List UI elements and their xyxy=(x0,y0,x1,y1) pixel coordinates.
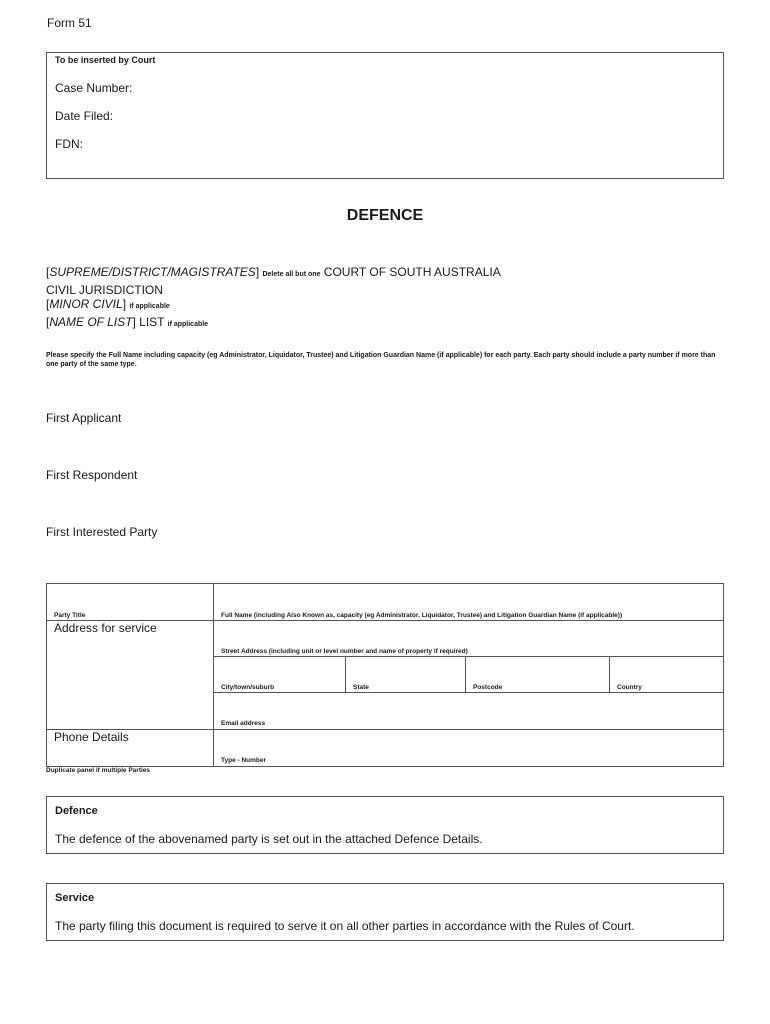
service-heading: Service xyxy=(55,892,95,904)
defence-heading: Defence xyxy=(55,805,98,817)
street-address-label: Street Address (including unit or level number and name of property if required) xyxy=(221,648,468,655)
court-box-heading: To be inserted by Court xyxy=(55,55,156,65)
email-label: Email address xyxy=(221,720,266,727)
duplicate-note: Duplicate panel if multiple Parties xyxy=(46,767,151,774)
court-options: SUPREME/DISTRICT/MAGISTRATES xyxy=(49,265,256,279)
minor-civil-line: [MINOR CIVIL] if applicable xyxy=(46,297,170,311)
jurisdiction-block xyxy=(46,265,501,332)
civil-jurisdiction: CIVIL JURISDICTION xyxy=(46,282,163,297)
party-instructions: Please specify the Full Name including capacity (eg Administrator, Liquidator, Trustee) and Litigation Guardian Name (if applicable) for each party. Each party should include a party number if more than one party of the same type. xyxy=(46,352,716,368)
country-label: Country xyxy=(617,684,642,691)
party-panel xyxy=(46,583,724,767)
list-line: [NAME OF LIST] LIST if applicable xyxy=(46,314,209,329)
address-for-service-label: Address for service xyxy=(54,621,157,635)
full-name-label: Full Name (including Also Known as, capacity (eg Administrator, Liquidator, Trustee) and Litigation Guardian Name (if applicable)) xyxy=(221,612,623,619)
type-number-label: Type - Number xyxy=(221,757,267,764)
defence-box xyxy=(46,796,724,854)
fdn-label: FDN: xyxy=(55,137,83,151)
list-note: if applicable xyxy=(167,320,209,328)
document-title: DEFENCE xyxy=(346,207,424,224)
court-suffix: COURT OF SOUTH AUSTRALIA xyxy=(323,265,501,279)
party-first-interested: First Interested Party xyxy=(46,525,158,539)
postcode-label: Postcode xyxy=(473,684,503,691)
phone-details-label: Phone Details xyxy=(54,730,129,744)
list-suffix: LIST xyxy=(139,314,165,329)
name-of-list: NAME OF LIST xyxy=(49,314,133,329)
form-label: Form 51 xyxy=(47,16,92,30)
service-text: The party filing this document is required to serve it on all other parties in accordance with the Rules of Court. xyxy=(55,919,635,933)
party-title-label: Party Title xyxy=(54,612,86,619)
city-label: City/town/suburb xyxy=(221,684,275,691)
delete-note: Delete all but one xyxy=(262,271,321,278)
court-use-box xyxy=(46,52,724,179)
minor-civil-note: if applicable xyxy=(129,303,170,310)
service-box xyxy=(46,883,724,941)
court-line: [SUPREME/DISTRICT/MAGISTRATES] Delete all but one COURT OF SOUTH AUSTRALIA xyxy=(46,265,501,279)
party-first-respondent: First Respondent xyxy=(46,468,138,482)
case-number-label: Case Number: xyxy=(55,81,133,95)
party-first-applicant: First Applicant xyxy=(46,411,122,425)
date-filed-label: Date Filed: xyxy=(55,109,114,123)
state-label: State xyxy=(353,684,369,691)
minor-civil: MINOR CIVIL xyxy=(49,297,123,311)
defence-text: The defence of the abovenamed party is set out in the attached Defence Details. xyxy=(55,832,483,846)
